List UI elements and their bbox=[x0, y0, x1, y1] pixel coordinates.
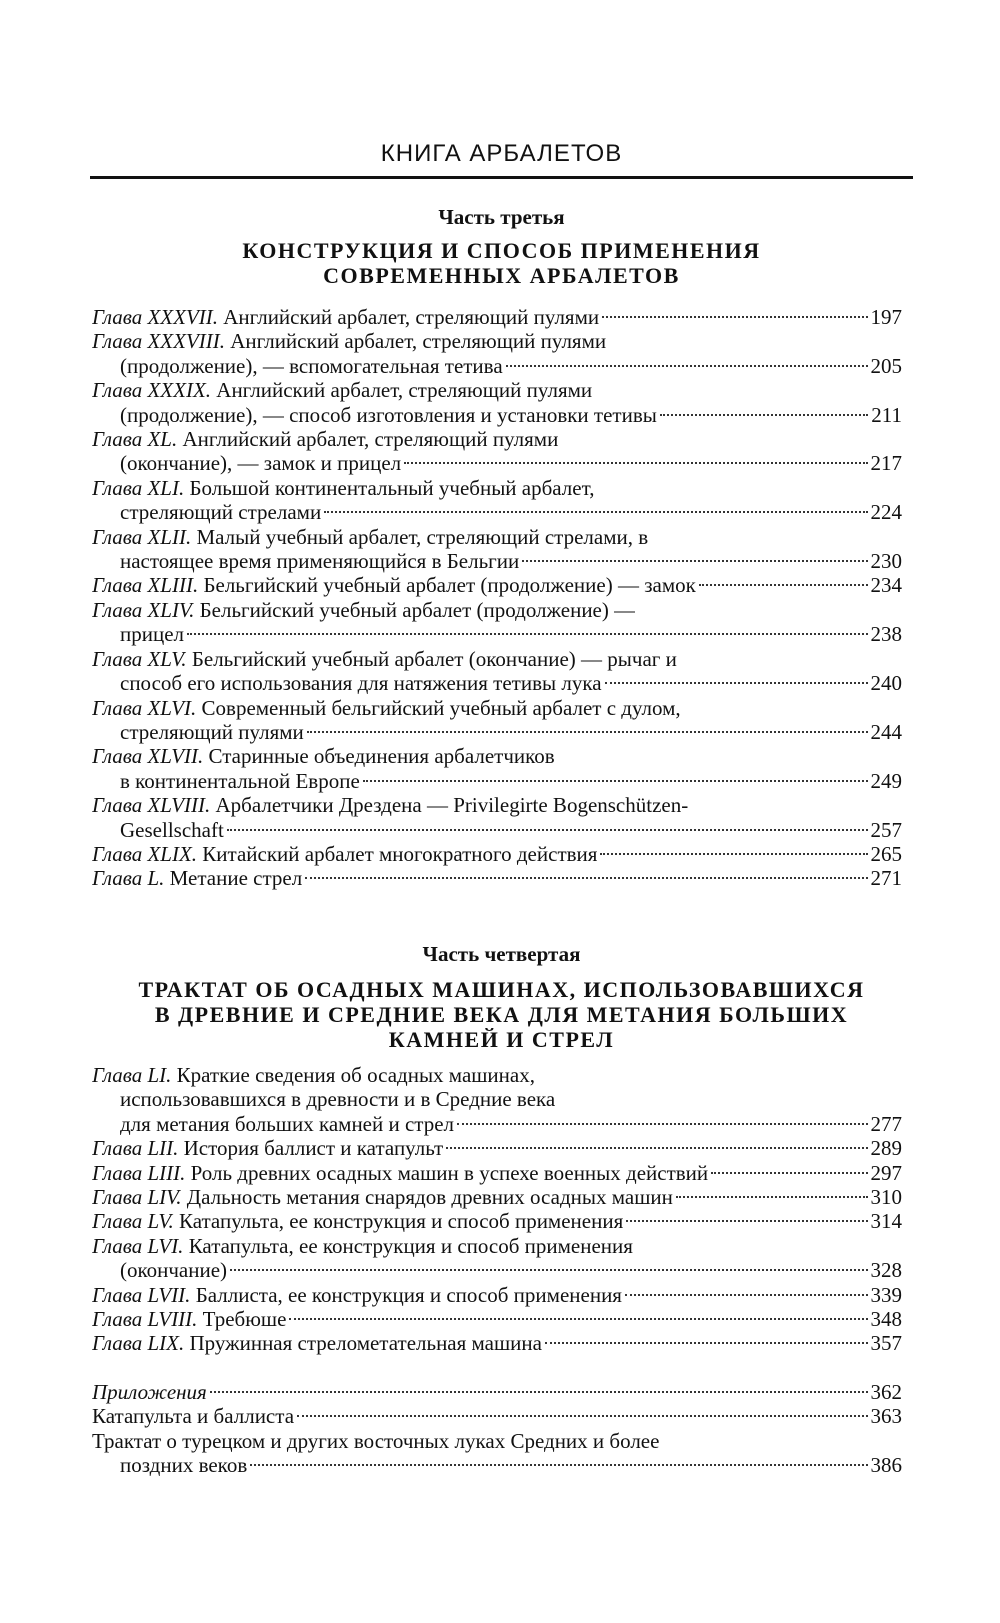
leader-dots bbox=[289, 1318, 867, 1320]
chapter-title: Старинные объединения арбалетчиков bbox=[208, 744, 555, 769]
page-number: 265 bbox=[870, 841, 902, 866]
chapter-title-cont: (окончание), — замок и прицел bbox=[120, 451, 402, 476]
leader-dots bbox=[324, 511, 867, 513]
part3-title-line1: КОНСТРУКЦИЯ И СПОСОБ ПРИМЕНЕНИЯ bbox=[242, 238, 761, 263]
toc-entry[interactable] bbox=[92, 842, 902, 866]
chapter-title-cont: настоящее время применяющийся в Бельгии bbox=[120, 549, 520, 574]
part3-toc bbox=[92, 305, 902, 891]
chapter-title: Краткие сведения об осадных машинах, bbox=[176, 1063, 535, 1087]
chapter-title-cont: (продолжение), — способ изготовления и установки тетивы bbox=[120, 402, 657, 427]
leader-dots bbox=[210, 1391, 868, 1393]
part3-title bbox=[100, 238, 903, 288]
leader-dots bbox=[660, 414, 868, 416]
chapter-title-cont: (окончание) bbox=[120, 1258, 228, 1283]
page-number: 240 bbox=[870, 671, 902, 696]
chapter-title-cont: Gesellschaft bbox=[120, 817, 224, 842]
part4-title-line2: В ДРЕВНИЕ И СРЕДНИЕ ВЕКА ДЛЯ МЕТАНИЯ БОЛЬШИХ bbox=[154, 1002, 849, 1027]
toc-entry[interactable] bbox=[92, 744, 902, 793]
page-number: 386 bbox=[870, 1453, 902, 1478]
page-number: 348 bbox=[870, 1307, 902, 1332]
page-number: 277 bbox=[870, 1111, 902, 1136]
chapter-number: Глава LIV. bbox=[92, 1185, 182, 1210]
chapter-title: Бельгийский учебный арбалет (окончание) — рычаг и bbox=[191, 646, 677, 671]
chapter-number: Глава LV. bbox=[92, 1209, 174, 1234]
chapter-title: Дальность метания снарядов древних осадных машин bbox=[186, 1185, 673, 1210]
chapter-title: Английский арбалет, стреляющий пулями bbox=[223, 305, 600, 329]
page-number: 357 bbox=[870, 1331, 902, 1356]
toc-entry-appendix[interactable] bbox=[92, 1404, 902, 1428]
chapter-title-cont: в континентальной Европе bbox=[120, 768, 360, 793]
toc-entry[interactable] bbox=[92, 1307, 902, 1331]
part4-title-line3: КАМНЕЙ И СТРЕЛ bbox=[388, 1027, 615, 1052]
chapter-title: Бельгийский учебный арбалет (продолжение) — замок bbox=[203, 573, 696, 598]
chapter-title: Английский арбалет, стреляющий пулями bbox=[216, 378, 593, 403]
part4-label: Часть четвертая bbox=[422, 942, 581, 966]
chapter-title-cont: стреляющий пулями bbox=[120, 719, 304, 744]
page-number: 362 bbox=[870, 1379, 902, 1404]
chapter-title-cont: для метания больших камней и стрел bbox=[120, 1111, 455, 1136]
leader-dots bbox=[625, 1294, 868, 1296]
chapter-title: Требюше bbox=[202, 1307, 287, 1332]
page-number: 234 bbox=[870, 573, 902, 598]
chapter-number: Глава XLVIII. bbox=[92, 793, 211, 818]
toc-entry[interactable] bbox=[92, 378, 902, 427]
part3-title-line2: СОВРЕМЕННЫХ АРБАЛЕТОВ bbox=[323, 263, 680, 288]
chapter-number: Глава LIII. bbox=[92, 1160, 186, 1185]
page-number: 363 bbox=[870, 1404, 902, 1429]
page-number: 328 bbox=[870, 1258, 902, 1283]
leader-dots bbox=[602, 316, 867, 318]
toc-entry-appendix[interactable] bbox=[92, 1429, 902, 1478]
toc-entry[interactable] bbox=[92, 1063, 902, 1136]
leader-dots bbox=[626, 1220, 867, 1222]
page-number: 205 bbox=[870, 353, 902, 378]
chapter-number: Глава LI. bbox=[92, 1063, 172, 1087]
chapter-number: Глава LVI. bbox=[92, 1233, 184, 1258]
toc-entry[interactable] bbox=[92, 1136, 902, 1160]
chapter-title: Катапульта, ее конструкция и способ применения bbox=[188, 1233, 633, 1258]
toc-entry[interactable] bbox=[92, 1283, 902, 1307]
chapter-number: Глава XLVI. bbox=[92, 695, 197, 720]
leader-dots bbox=[307, 731, 868, 733]
chapter-number: Глава XLIII. bbox=[92, 573, 199, 598]
appendix-title: Приложения bbox=[92, 1379, 207, 1404]
chapter-title: Метание стрел bbox=[169, 866, 303, 891]
leader-dots bbox=[187, 633, 867, 635]
chapter-title-cont: (продолжение), — вспомогательная тетива bbox=[120, 353, 503, 378]
chapter-number: Глава XXXIX. bbox=[92, 378, 212, 403]
toc-entry[interactable] bbox=[92, 1209, 902, 1233]
chapter-number: Глава XLIV. bbox=[92, 597, 195, 622]
page-number: 197 bbox=[870, 305, 902, 329]
toc-entry[interactable] bbox=[92, 1234, 902, 1283]
appendix-title-cont: поздних веков bbox=[120, 1453, 248, 1478]
toc-entry[interactable] bbox=[92, 573, 902, 597]
chapter-title-cont: способ его использования для натяжения тетивы лука bbox=[120, 671, 602, 696]
chapter-title: Английский арбалет, стреляющий пулями bbox=[230, 329, 607, 354]
toc-entry[interactable] bbox=[92, 598, 902, 647]
toc-entry[interactable] bbox=[92, 1331, 902, 1355]
page-number: 224 bbox=[870, 500, 902, 525]
chapter-title: Китайский арбалет многократного действия bbox=[202, 841, 598, 866]
chapter-title: Арбалетчики Дрездена — Privilegirte Bogenschützen- bbox=[215, 793, 689, 818]
chapter-title: Баллиста, ее конструкция и способ применения bbox=[195, 1282, 622, 1307]
toc-entry[interactable] bbox=[92, 427, 902, 476]
chapter-number: Глава XXXVII. bbox=[92, 305, 219, 329]
chapter-title: Бельгийский учебный арбалет (продолжение) — bbox=[199, 597, 636, 622]
chapter-title: Катапульта, ее конструкция и способ применения bbox=[178, 1209, 624, 1234]
toc-entry[interactable] bbox=[92, 1185, 902, 1209]
chapter-title-cont: прицел bbox=[120, 622, 185, 647]
part4-toc bbox=[92, 1063, 902, 1478]
toc-entry[interactable] bbox=[92, 525, 902, 574]
page-number: 257 bbox=[870, 817, 902, 842]
chapter-title: Английский арбалет, стреляющий пулями bbox=[182, 427, 559, 452]
leader-dots bbox=[227, 829, 868, 831]
chapter-title: Роль древних осадных машин в успехе военных действий bbox=[190, 1160, 709, 1185]
leader-dots bbox=[230, 1269, 867, 1271]
toc-entry[interactable] bbox=[92, 647, 902, 696]
leader-dots bbox=[305, 877, 867, 879]
chapter-number: Глава LII. bbox=[92, 1136, 179, 1161]
header-rule bbox=[90, 176, 913, 179]
chapter-number: Глава LVII. bbox=[92, 1282, 191, 1307]
toc-entry[interactable] bbox=[92, 476, 902, 525]
chapter-number: Глава XXXVIII. bbox=[92, 329, 226, 354]
chapter-number: Глава XLVII. bbox=[92, 744, 204, 769]
chapter-title: Современный бельгийский учебный арбалет с дулом, bbox=[201, 695, 681, 720]
page-number: 289 bbox=[870, 1136, 902, 1161]
chapter-title: История баллист и катапульт bbox=[183, 1136, 444, 1161]
chapter-number: Глава XLI. bbox=[92, 475, 185, 500]
page-number: 339 bbox=[870, 1282, 902, 1307]
part4-title-line1: ТРАКТАТ ОБ ОСАДНЫХ МАШИНАХ, ИСПОЛЬЗОВАВШИХСЯ bbox=[138, 977, 865, 1002]
page-number: 238 bbox=[870, 622, 902, 647]
page-number: 310 bbox=[870, 1185, 902, 1210]
page-number: 271 bbox=[870, 866, 902, 891]
page-number: 297 bbox=[870, 1160, 902, 1185]
page-number: 211 bbox=[871, 402, 902, 427]
chapter-number: Глава LIX. bbox=[92, 1331, 185, 1356]
leader-dots bbox=[457, 1123, 867, 1125]
toc-entry[interactable] bbox=[92, 696, 902, 745]
chapter-title-cont: стреляющий стрелами bbox=[120, 500, 322, 525]
chapter-number: Глава XLIX. bbox=[92, 841, 198, 866]
toc-entry-appendix[interactable] bbox=[92, 1380, 902, 1404]
leader-dots bbox=[676, 1196, 868, 1198]
part3-label: Часть третья bbox=[438, 205, 565, 229]
toc-entry[interactable] bbox=[92, 1161, 902, 1185]
running-title: КНИГА АРБАЛЕТОВ bbox=[380, 140, 623, 167]
leader-dots bbox=[605, 682, 868, 684]
toc-entry[interactable] bbox=[92, 793, 902, 842]
chapter-number: Глава L. bbox=[92, 866, 165, 891]
leader-dots bbox=[600, 853, 867, 855]
chapter-title: Большой континентальный учебный арбалет, bbox=[189, 475, 595, 500]
page-number: 314 bbox=[870, 1209, 902, 1234]
toc-entry[interactable] bbox=[92, 866, 902, 890]
page-number: 230 bbox=[870, 549, 902, 574]
leader-dots bbox=[711, 1172, 867, 1174]
leader-dots bbox=[250, 1464, 867, 1466]
part4-title bbox=[100, 977, 903, 1052]
leader-dots bbox=[545, 1342, 868, 1344]
chapter-title: Пружинная стрелометательная машина bbox=[189, 1331, 542, 1356]
leader-dots bbox=[699, 584, 868, 586]
toc-entry[interactable] bbox=[92, 305, 902, 329]
chapter-title: Малый учебный арбалет, стреляющий стрелами, в bbox=[196, 524, 649, 549]
chapter-number: Глава XLII. bbox=[92, 524, 192, 549]
appendix-title: Трактат о турецком и других восточных луках Средних и более bbox=[92, 1428, 660, 1453]
chapter-number: Глава XLV. bbox=[92, 646, 187, 671]
leader-dots bbox=[363, 780, 868, 782]
page-number: 249 bbox=[870, 768, 902, 793]
chapter-number: Глава LVIII. bbox=[92, 1307, 198, 1332]
page-number: 217 bbox=[870, 451, 902, 476]
appendix-title: Катапульта и баллиста bbox=[92, 1404, 295, 1429]
leader-dots bbox=[506, 365, 868, 367]
chapter-title-cont: использовавшихся в древности и в Средние века bbox=[120, 1087, 556, 1112]
leader-dots bbox=[522, 560, 867, 562]
toc-entry[interactable] bbox=[92, 329, 902, 378]
leader-dots bbox=[404, 462, 867, 464]
chapter-number: Глава XL. bbox=[92, 427, 178, 452]
leader-dots bbox=[446, 1147, 867, 1149]
leader-dots bbox=[297, 1415, 867, 1417]
page-number: 244 bbox=[870, 719, 902, 744]
